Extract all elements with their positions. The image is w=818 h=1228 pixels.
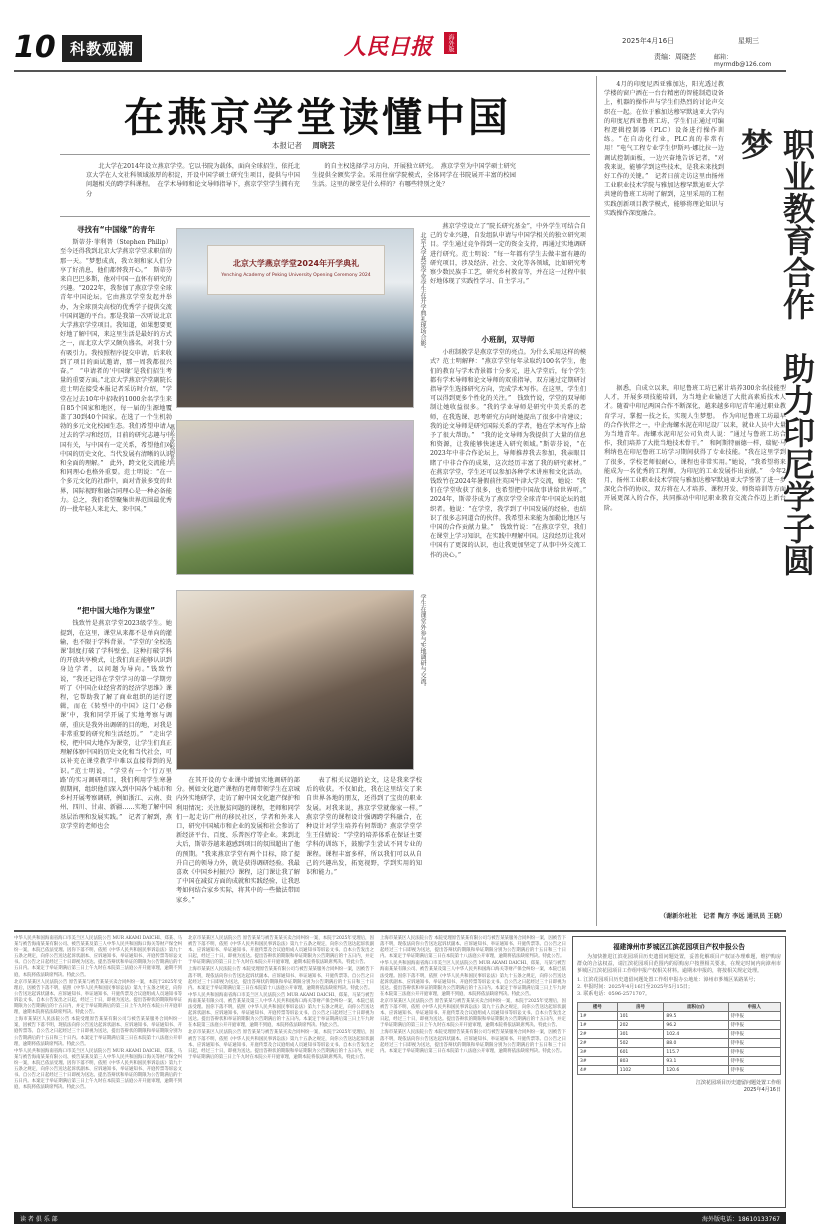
table-cell: 待申报 bbox=[728, 1057, 780, 1066]
table-cell: 待申报 bbox=[728, 1012, 780, 1021]
property-notice-date: 2025年4月16日 bbox=[743, 1087, 781, 1093]
table-row bbox=[578, 1039, 781, 1048]
footer-right: 海外版电话：18610133767 bbox=[702, 1216, 780, 1223]
property-notice-item: 3. 联系电话：0596-2571707。 bbox=[577, 991, 651, 997]
side-col-a bbox=[604, 80, 724, 380]
photo-banner-cn: 北京大学燕京学堂2024年开学典礼 bbox=[232, 259, 360, 268]
title-rule bbox=[60, 154, 590, 155]
table-cell: 1# bbox=[578, 1012, 618, 1021]
photo-banner bbox=[207, 245, 385, 295]
photo-caption-1: 北京大学燕京学堂学生在开学典礼现场合影。 bbox=[419, 232, 426, 352]
table-cell: 2# bbox=[578, 1030, 618, 1039]
subhead-3: 小班制，双导师 bbox=[481, 335, 535, 344]
property-notice-title: 福建漳州市芗城区江滨花园项目产权申报公告 bbox=[613, 943, 745, 951]
table-row bbox=[578, 1066, 781, 1075]
footer-left: 读 者 俱 乐 部 bbox=[20, 1216, 58, 1223]
table-row bbox=[578, 1030, 781, 1039]
notice-rule bbox=[14, 930, 786, 932]
table-cell: 4# bbox=[578, 1066, 618, 1075]
logo-tag: 海外版 bbox=[444, 32, 457, 54]
page-number: 10 bbox=[14, 30, 56, 65]
newspaper-logo: 人民日报 bbox=[344, 34, 433, 60]
notice-col-1 bbox=[14, 936, 182, 1206]
article-col-3 bbox=[306, 776, 429, 926]
table-cell: 601 bbox=[617, 1048, 664, 1057]
table-cell: 88.0 bbox=[664, 1039, 728, 1048]
table-cell: 待申报 bbox=[728, 1021, 780, 1030]
table-header-row bbox=[578, 1003, 781, 1012]
notice-col-1-text-d: 中华人民共和国海南省海口市美兰区人民法院公告 MUR AKAMI DAICHI、郑某、马某与被告海南某某有限公司、被告某某及第三人中华人民共和国海口海关等财产保全纠纷一案，本院已依法受理。因你下落不明，依照《中华人民共和国民事诉讼法》第九十五条之规定，向你公告送达起诉状副本、应诉通知书、举证通知书、开庭传票等诉讼文书。自公告之日起经过三十日即视为送达。提出答辩状和举证的期限为公告期满后的十五日内。本案定于举证期满后第三日上午九时在本院第三法庭公开开庭审理，逾期不到庭，本院将依法缺席判决。特此公告。 bbox=[14, 1048, 182, 1091]
side-col-a-text: 4月的印度尼西亚雅加达，阳光透过教学楼的窗户洒在一台台精密的智能制造设备上，机器的操作声与学生们热烈的讨论声交织在一起。在位于雅加达穆罕默迪亚大学内的印度尼西亚鲁班工坊，学生们正通过可编程逻辑控制器（PLC）设备进行操作训练。“在自动化行业，PLC真的非常有用！”电气工程专业学生伊斯玛·娜比拉一边调试控制面板，一边兴奋地告诉记者，“对我来说，能够学到这些技术，是我未来找到好工作的关键。” 记者日前走访这里由扬州工业职业技术学院与雅加达穆罕默迪亚大学共建的鲁班工坊时了解到，这里采用的工程实践创新项目教学模式，能够将理论知识与实践操作深度融合。 bbox=[604, 81, 724, 217]
lead-right-text: 的自主权选择学习方向、开展独立研究。 燕京学堂为中国学硕士研究生提供全额奖学金。采用住宿学院模式，全体同学在书院展开丰富的校园生活。这里的课堂是什么样的？有哪些特别之处？ bbox=[312, 163, 516, 189]
table-cell: 3# bbox=[578, 1057, 618, 1066]
col3-text: 表了相关议题的论文，这是我来学校后的收获。不仅如此，我在这里结交了来自世界各地的朋友，还得到了宝贵的职业发展。对我来说，燕京学堂就像家一样。” 燕京学堂的课程设计强调跨学科融合，在种设计对学生培养有何帮助？燕京学堂学生王佳婧说：“学堂的培养体系在保证主要学科的训练下，鼓励学生尝试不同专业的课程。课程丰富多样，所以我们可以从自己的兴趣出发，拓宽视野，学到实用的知识和能力。” bbox=[306, 777, 429, 877]
table-row bbox=[578, 1021, 781, 1030]
table-header: 楼号 bbox=[578, 1003, 618, 1012]
side-divider bbox=[596, 76, 597, 926]
table-cell: 1# bbox=[578, 1021, 618, 1030]
table-cell: 102.4 bbox=[664, 1030, 728, 1039]
notice-col-2-text-b: 上海市某某区人民法院公告 本院受理原告某某有限公司与被告某某服务合同纠纷一案，因被告下落不明，现依法向你公告送达起诉状副本、应诉通知书、举证通知书、开庭传票等。自公告之日起经过三十日即视为送达，提出答辩状的期限和举证期限分别为公告期满后的十五日和三十日内。本案定于举证期满后第三日在本院第十八法庭公开审理，逾期将依法缺席判决。特此公告。 bbox=[188, 967, 374, 991]
lead-rule bbox=[60, 216, 590, 217]
issue-date: 2025年4月16日 bbox=[622, 37, 675, 45]
table-row bbox=[578, 1012, 781, 1021]
table-cell: 89.5 bbox=[664, 1012, 728, 1021]
photo-caption-3: 学生在课堂外参与实地调研与交流。 bbox=[419, 594, 426, 690]
property-notice-box bbox=[572, 936, 786, 1208]
table-row bbox=[578, 1057, 781, 1066]
article-col-2 bbox=[176, 776, 300, 926]
table-cell: 1102 bbox=[617, 1066, 664, 1075]
table-cell: 115.7 bbox=[664, 1048, 728, 1057]
byline bbox=[272, 140, 335, 151]
notice-col-3-text: 上海市某某区人民法院公告 本院受理原告某某有限公司与被告某某服务合同纠纷一案，因被告下落不明，现依法向你公告送达起诉状副本、应诉通知书、举证通知书、开庭传票等。自公告之日起经过三十日即视为送达，提出答辩状的期限和举证期限分别为公告期满后的十五日和三十日内。本案定于举证期满后第三日在本院第十八法庭公开审理，逾期将依法缺席判决。特此公告。 bbox=[380, 936, 566, 960]
col4b-text: 小班制教学是燕京学堂的亮点。为什么采用这样的模式？范士明解释：“燕京学堂每年录取约100名学生，他们的教育与学术背景都十分多元，进入学堂后，每个学生都有学术导师和论文导师的双重指导，双方通过定期研讨指导学生选择研究方向，完成学术写作。在这里，学生们可以得到更多个性化的关注。” 钱致竹说，学堂的双导师制让她收益很多。“我的学业导师是研究中美关系的老师，在我选课、思考研究方向时她提出了很多中肯建议；我的论文导师是研究国际关系的学者，他在学术写作上给予了很大帮助。” “我的论文导师为我提供了大量的信息和资源，让我能够快速进入研究领域。”斯蒂芬说，“在2023年中非合作论坛上，导师推荐我去参加，我亲眼目睹了中非合作的成果，这次经历丰富了我的研究素材。” 在燕京学堂，学生还可以参加各种学术讲座和文化活动。钱致竹在2024年暑假前往英国牛津大学交流，她说：“我们在学堂收获了很多，也希望把中国故事讲给世界听。” 2024年，斯蒂芬成为了燕京学堂全球青年中国论坛的组织者。他说：“在学堂，我学到了中国发展的经验，也结识了很多志同道合的伙伴。我希望未来能为加勒比地区与中国的合作贡献力量。” 钱致竹说：“在燕京学堂，我们在课堂上学习知识，在实践中理解中国。这段经历让我对中国有了更深的认识，也让我更加坚定了从事中外交流工作的决心。” bbox=[430, 349, 593, 559]
col1b-text: 钱致竹是燕京学堂2023级学生。她提到，在这里，课堂从来都不是单向的灌输，也不限于学科背景。“学堂的‘全校选课’制度打破了学科壁垒，这种打破学科的开放共享模式，让我们真正能够认识到身边学者，以问题为导向。”钱致竹说，“我还记得在学堂学习的第一学期旁听了《中国企业经营者的经济学思维》课程，它帮助我了解了商业组织的运行逻辑，而在《转型中的中国》这门‘必修课’中，我和同学开展了实地考察与调研，重庆是我外出调研的目的地，对我是非常重要的研究和生活经历。” “走出学校，把中国大地作为课堂，让学生们真正理解体察中国的历史文化和当代社会，可以补充在课堂教学中难以直接得到的见识。”范士明说，“学堂有一个‘行万里路’的实习调研项目，我们利用学生寒暑假期间，组织他们深入到中国各个城市和乡村开展考察调研，例如浙江、云南、贵州、四川、甘肃、新疆……实地了解中国基层治理和发展实践。” 记者了解到，燕京学堂的老师也会 bbox=[60, 620, 172, 830]
table-cell: 101 bbox=[617, 1012, 664, 1021]
byline-prefix: 本报记者 bbox=[272, 141, 302, 150]
notice-col-2-text: 北京市某某区人民法院公告 原告某某与被告某某买卖合同纠纷一案，本院于2025年受理后，因被告下落不明，依照《中华人民共和国民事诉讼法》第九十五条之规定，向你公告送达起诉状副本、应诉通知书、举证通知书、开庭传票及合议庭组成人员通知书等诉讼文书。自本公告发出之日起，经过三十日，即视为送达。提出答辩状的期限和举证期限为公告期满后的十五日内，并定于举证期满后的第三日上午九时在本院公开开庭审理，逾期本院将依法缺席判决。特此公告。 bbox=[188, 936, 374, 966]
photo-campus bbox=[176, 420, 414, 575]
side-col-b bbox=[604, 384, 786, 908]
lead-left bbox=[86, 162, 300, 210]
page-header bbox=[14, 26, 786, 70]
photo-field-research bbox=[176, 590, 414, 770]
notice-col-3 bbox=[380, 936, 566, 1206]
header-rule bbox=[14, 70, 786, 72]
photo-caption-2: 燕京学堂校园景色。 bbox=[169, 424, 175, 469]
table-cell: 120.6 bbox=[664, 1066, 728, 1075]
footer-bar bbox=[14, 1212, 786, 1224]
notice-col-1-text-c: 上海市某某区人民法院公告 本院受理原告某某有限公司与被告某某服务合同纠纷一案，因被告下落不明，现依法向你公告送达起诉状副本、应诉通知书、举证通知书、开庭传票等。自公告之日起经过三十日即视为送达，提出答辩状的期限和举证期限分别为公告期满后的十五日和三十日内。本案定于举证期满后第三日在本院第十八法庭公开审理，逾期将依法缺席判决。特此公告。 bbox=[14, 1017, 182, 1047]
byline-name: 周晓芸 bbox=[312, 141, 335, 150]
notice-col-3-text-d: 上海市某某区人民法院公告 本院受理原告某某有限公司与被告某某服务合同纠纷一案，因被告下落不明，现依法向你公告送达起诉状副本、应诉通知书、举证通知书、开庭传票等。自公告之日起经过三十日即视为送达，提出答辩状的期限和举证期限分别为公告期满后的十五日和三十日内。本案定于举证期满后第三日在本院第十八法庭公开审理，逾期将依法缺席判决。特此公告。 bbox=[380, 1030, 566, 1054]
photo-banner-en: Yenching Academy of Peking University Opening Ceremony 2024 bbox=[221, 273, 371, 278]
notice-col-1-text: 中华人民共和国海南省海口市美兰区人民法院公告 MUR AKAMI DAICHI、郑某、马某与被告海南某某有限公司、被告某某及第三人中华人民共和国海口海关等财产保全纠纷一案，本院已依法受理。因你下落不明，依照《中华人民共和国民事诉讼法》第九十五条之规定，向你公告送达起诉状副本、应诉通知书、举证通知书、开庭传票等诉讼文书。自公告之日起经过三十日即视为送达。提出答辩状和举证的期限为公告期满后的十五日内。本案定于举证期满后第三日上午九时在本院第三法庭公开开庭审理，逾期不到庭，本院将依法缺席判决。特此公告。 bbox=[14, 936, 182, 978]
notice-col-3-text-c: 北京市某某区人民法院公告 原告某某与被告某某买卖合同纠纷一案，本院于2025年受理后，因被告下落不明，依照《中华人民共和国民事诉讼法》第九十五条之规定，向你公告送达起诉状副本、应诉通知书、举证通知书、开庭传票及合议庭组成人员通知书等诉讼文书。自本公告发出之日起，经过三十日，即视为送达。提出答辩状的期限和举证期限为公告期满后的十五日内，并定于举证期满后的第三日上午九时在本院公开开庭审理，逾期本院将依法缺席判决。特此公告。 bbox=[380, 998, 566, 1029]
subhead-1: 寻找有“中国缘”的青年 bbox=[76, 225, 156, 234]
table-cell: 3# bbox=[578, 1048, 618, 1057]
property-notice-items bbox=[577, 977, 781, 998]
table-cell: 待申报 bbox=[728, 1039, 780, 1048]
notice-col-3-text-b: 中华人民共和国海南省海口市美兰区人民法院公告 MUR AKAMI DAICHI、郑某、马某与被告海南某某有限公司、被告某某及第三人中华人民共和国海口海关等财产保全纠纷一案，本院已依法受理。因你下落不明，依照《中华人民共和国民事诉讼法》第九十五条之规定，向你公告送达起诉状副本、应诉通知书、举证通知书、开庭传票等诉讼文书。自公告之日起经过三十日即视为送达。提出答辩状和举证的期限为公告期满后的十五日内。本案定于举证期满后第三日上午九时在本院第三法庭公开开庭审理，逾期不到庭，本院将依法缺席判决。特此公告。 bbox=[380, 961, 566, 997]
table-header: 房号 bbox=[617, 1003, 664, 1012]
col2-text: 在其开设的专业课中增加实地调研的部分。例如文化遗产课程的老师带领学生在京城内外实地研学，走访了解中国文化遗产保护和利用情况；关注脱贫问题的课程，老师和同学们一起走访广州的移民社区，学者和外来人口，研究中国城市和企业的发展和社会参访了新经济平台、百度、乐普医疗等企业。来到北大后，斯蒂芬越来越感到项目的氛围超出了他的预期。“我来燕京学堂有两个目标，除了提升自己的领导力外，就是获得调研经验。我最喜欢《中国乡村振兴》课程，这门课让我了解了中国在减贫方面的成就和实践经验，让我思考如何结合家乡实际，将其中的一些做法带回家乡。” bbox=[176, 777, 300, 904]
notice-col-2-text-d: 北京市某某区人民法院公告 原告某某与被告某某买卖合同纠纷一案，本院于2025年受理后，因被告下落不明，依照《中华人民共和国民事诉讼法》第九十五条之规定，向你公告送达起诉状副本、应诉通知书、举证通知书、开庭传票及合议庭组成人员通知书等诉讼文书。自本公告发出之日起，经过三十日，即视为送达。提出答辩状的期限和举证期限为公告期满后的十五日内，并定于举证期满后的第三日上午九时在本院公开开庭审理，逾期本院将依法缺席判决。特此公告。 bbox=[188, 1030, 374, 1060]
property-notice-item: 2. 申报时间：2025年4月16日至2025年5月15日； bbox=[577, 984, 693, 990]
section-name: 科教观潮 bbox=[62, 35, 142, 62]
article-title: 在燕京学堂读懂中国 bbox=[124, 94, 511, 141]
side-title: 职业教育合作 助力印尼学子圆梦 bbox=[736, 128, 816, 576]
col4a-text: 燕京学堂设立了“院长研究基金”，中外学生可结合自己的专业兴趣，自发组队申请与中国学相关的独立研究项目。学生通过竞争得到一定的资金支持，再通过实地调研进行研究。范士明说：“每一年都有学生去做丰富有趣的研究项目，涉及经济、社会、文化等各领域，比如研究考察少数民族手工艺，研究乡村教育等，并在这一过程中很好地体现了实践性学习、自主学习。” bbox=[430, 223, 586, 286]
table-cell: 202 bbox=[617, 1021, 664, 1030]
article-col-1 bbox=[60, 220, 172, 830]
lead-right bbox=[312, 162, 516, 210]
table-cell: 2# bbox=[578, 1039, 618, 1048]
table-cell: 93.1 bbox=[664, 1057, 728, 1066]
issue-weekday: 星期三 bbox=[738, 37, 759, 45]
table-cell: 待申报 bbox=[728, 1066, 780, 1075]
notice-col-1-text-b: 北京市某某区人民法院公告 原告某某与被告某某买卖合同纠纷一案，本院于2025年受理后，因被告下落不明，依照《中华人民共和国民事诉讼法》第九十五条之规定，向你公告送达起诉状副本、应诉通知书、举证通知书、开庭传票及合议庭组成人员通知书等诉讼文书。自本公告发出之日起，经过三十日，即视为送达。提出答辩状的期限和举证期限为公告期满后的十五日内，并定于举证期满后的第三日上午九时在本院公开开庭审理，逾期本院将依法缺席判决。特此公告。 bbox=[14, 979, 182, 1016]
table-header: 面积(㎡) bbox=[664, 1003, 728, 1012]
lead-left-text: 北大学在2014年设立燕京学堂。它以书院为载体，面向全球招生，依托北京大学在人文社科领域浓厚的积淀，开设中国学硕士研究生项目，提供与中国问题相关的跨学科课程。 在学术导师和论文导师指导下，燕京学堂学生拥有充分 bbox=[86, 163, 300, 198]
property-notice-item: 1. 江滨花园项目历史遗留问题处置工作组申报办公地址：漳州市芗城区某路某号； bbox=[577, 977, 759, 983]
table-row bbox=[578, 1048, 781, 1057]
notice-col-2-text-c: 中华人民共和国海南省海口市美兰区人民法院公告 MUR AKAMI DAICHI、郑某、马某与被告海南某某有限公司、被告某某及第三人中华人民共和国海口海关等财产保全纠纷一案，本院已依法受理。因你下落不明，依照《中华人民共和国民事诉讼法》第九十五条之规定，向你公告送达起诉状副本、应诉通知书、举证通知书、开庭传票等诉讼文书。自公告之日起经过三十日即视为送达。提出答辩状和举证的期限为公告期满后的十五日内。本案定于举证期满后第三日上午九时在本院第三法庭公开开庭审理，逾期不到庭，本院将依法缺席判决。特此公告。 bbox=[188, 992, 374, 1029]
table-header: 申报人 bbox=[728, 1003, 780, 1012]
editor: 责编：周晓芸 bbox=[654, 53, 696, 61]
table-cell: 待申报 bbox=[728, 1048, 780, 1057]
table-cell: 待申报 bbox=[728, 1030, 780, 1039]
table-cell: 502 bbox=[617, 1039, 664, 1048]
photo-opening-ceremony bbox=[176, 228, 414, 408]
table-cell: 803 bbox=[617, 1057, 664, 1066]
property-table bbox=[577, 1002, 781, 1075]
property-notice-sign: 江滨花园项目历史遗留问题处置工作组 bbox=[695, 1080, 781, 1086]
article-col-4 bbox=[430, 222, 593, 924]
table-cell: 301 bbox=[617, 1030, 664, 1039]
side-byline: （谢新尔杜社 记者 陶方 李远 通讯员 王晓） bbox=[659, 913, 786, 920]
email: 邮箱：myrmdb@126.com bbox=[714, 54, 772, 68]
notice-col-2 bbox=[188, 936, 374, 1206]
side-col-b-text: 据悉，自成立以来，印尼鲁班工坊已累计培养300余名技能型人才，开展多项技能培训，为当地企业输送了大批高素质技术人才。随着中印尼两国合作不断深化，越来越多印尼青年通过职业教育学习，掌握一技之长，实现人生梦想。 作为印尼鲁班工坊最早的合作伙伴之一，中企海螺水泥在印尼设厂以来，就业人员中大量为当地青年。海螺水泥印尼公司负责人说：“通过与鲁班工坊合作，我们培养了大批当地技术骨干。” 和阿斯特丽德一样，瑞妮·马利纳也在印尼鲁班工坊学习期间获得了专业技能。“我在这里学到了很多，学校老师很耐心，课程也非常实用。”她说，“我希望将来能成为一名优秀的工程师，为印尼的工业发展作出贡献。” 今年2月，扬州工业职业技术学院与雅加达穆罕默迪亚大学签署了进一步深化合作的协议，双方将在人才培养、课程开发、师资培训等方面开展更深入的合作，共同推动中印尼职业教育交流合作迈上新台阶。 bbox=[604, 385, 786, 512]
table-cell: 96.2 bbox=[664, 1021, 728, 1030]
subhead-2: “把中国大地作为课堂” bbox=[76, 606, 156, 616]
property-notice-body: 为加快推进江滨花园项目历史遗留问题处置，妥善化解项目产权证办理难题，维护购房群众的合法权益，请江滨花园项目范围内的原购房户按照相关要求，在规定时间内向漳州市芗城区江滨花园项目工作组申报产权相关材料。逾期未申报的，将按相关规定处理。 bbox=[577, 954, 781, 974]
col1a-text: 斯蒂芬·菲利普（Stephen Philip）至今还得我到北京大学燕京学堂求职信的那一天。“梦想成真，我立刻和家人们分享了好消息，他们都替我开心。” 斯蒂芬来自巴巴多斯，他对中国一直怀有研究的兴趣。“2022年，我参加了燕京学堂全球青年中国论坛。它由燕京学堂发起并举办，为全球顶尖高校的优秀学子提供交流中国问题的平台。那是我第一次听说北京大学燕京学堂项目。我知道，如果想要更好地了解中国，来这里生活是最好的方式之一，而北京大学又颇负盛名，对我十分有吸引力。我按照程序提交申请，后来收到了项目的面试邀请，那一周我都很兴奋。” “申请者的‘中国缘’是我们招生考量的重要方面。”北京大学燕京学堂副院长范士明在接受本报记者采访时介绍，“学堂在过去10年中招收的1000余名学生来自85个国家和地区，每一届的生源地覆盖了30到40个国家。在选了一个生机勃勃的多元文化校园生态。我们希望申请人过去的学习和经历，目前的研究志趣与中国有关，与中国有一定关系，希望他们对中国的历史文化、当代发展有清晰的认识和全面的理解。” 此外，跨文化交流能力和同理心也格外重要。范士明说：“在一个多元文化的社群中，面对背景多变的世界，国际视野和融合同理心是一种必备能力。总之，我们希望聚集世界范围最优秀的一批年轻人来北大、来中国。” bbox=[60, 239, 172, 514]
